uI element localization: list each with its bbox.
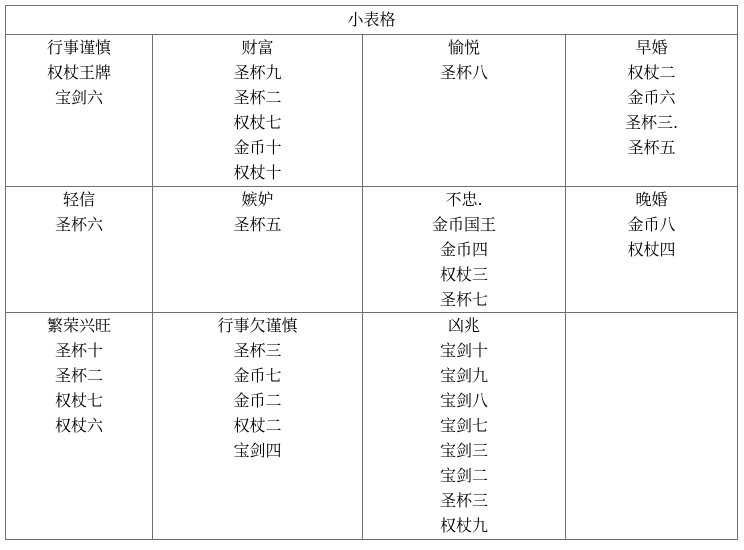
cell-heading: 愉悦 xyxy=(447,38,480,57)
table-row xyxy=(6,313,738,540)
card-item: 权杖四 xyxy=(627,240,676,259)
table-cell xyxy=(363,187,566,313)
cell-heading: 嫉妒 xyxy=(241,190,274,209)
card-item: 宝剑七 xyxy=(439,416,488,435)
card-item: 金币八 xyxy=(627,215,676,234)
cell-heading: 早婚 xyxy=(635,38,668,57)
card-item: 权杖七 xyxy=(233,113,282,132)
card-item: 权杖三 xyxy=(439,265,488,284)
card-item: 圣杯二 xyxy=(54,366,103,385)
card-item: 圣杯五 xyxy=(627,138,676,157)
cell-content xyxy=(6,35,152,110)
cell-heading: 行事欠谨慎 xyxy=(217,316,298,335)
table-cell xyxy=(6,313,153,540)
card-item: 金币二 xyxy=(233,391,282,410)
card-item: 权杖十 xyxy=(233,163,282,182)
table-title: 小表格 xyxy=(6,6,738,35)
cell-heading: 繁荣兴旺 xyxy=(46,316,111,335)
table-cell xyxy=(6,187,153,313)
card-item: 权杖王牌 xyxy=(46,63,111,82)
card-item: 金币六 xyxy=(627,88,676,107)
tarot-table-body xyxy=(6,6,738,540)
card-item: 圣杯八 xyxy=(439,63,488,82)
cell-content xyxy=(363,313,565,538)
card-item: 宝剑十 xyxy=(439,341,488,360)
cell-heading: 轻信 xyxy=(62,190,95,209)
table-cell xyxy=(363,313,566,540)
cell-content xyxy=(566,35,737,160)
cell-content xyxy=(153,187,362,237)
table-cell xyxy=(363,35,566,187)
card-item: 圣杯六 xyxy=(54,215,103,234)
table-cell xyxy=(153,35,363,187)
card-item: 权杖二 xyxy=(627,63,676,82)
card-item: 权杖六 xyxy=(54,416,103,435)
card-item: 权杖七 xyxy=(54,391,103,410)
table-cell xyxy=(6,35,153,187)
cell-content xyxy=(363,187,565,312)
card-item: 圣杯三. xyxy=(624,113,679,132)
card-item: 圣杯十 xyxy=(54,341,103,360)
card-item: 圣杯九 xyxy=(233,63,282,82)
card-item: 圣杯五 xyxy=(233,215,282,234)
cell-heading: 行事谨慎 xyxy=(46,38,111,57)
card-item: 宝剑三 xyxy=(439,441,488,460)
table-cell xyxy=(566,35,738,187)
card-item: 宝剑九 xyxy=(439,366,488,385)
card-item: 圣杯三 xyxy=(233,341,282,360)
card-item: 宝剑四 xyxy=(233,441,282,460)
cell-content xyxy=(6,187,152,237)
cell-heading: 不忠. xyxy=(445,190,483,209)
title-row xyxy=(6,6,738,35)
card-item: 宝剑二 xyxy=(439,466,488,485)
card-item: 金币四 xyxy=(439,240,488,259)
cell-content xyxy=(566,187,737,262)
cell-content xyxy=(6,313,152,438)
cell-heading: 财富 xyxy=(241,38,274,57)
cell-heading: 晚婚 xyxy=(635,190,668,209)
table-cell xyxy=(566,313,738,540)
card-item: 权杖二 xyxy=(233,416,282,435)
cell-content xyxy=(153,35,362,185)
table-row xyxy=(6,187,738,313)
card-item: 圣杯七 xyxy=(439,290,488,309)
card-item: 圣杯二 xyxy=(233,88,282,107)
card-item: 圣杯三 xyxy=(439,491,488,510)
card-item: 金币十 xyxy=(233,138,282,157)
card-item: 权杖九 xyxy=(439,516,488,535)
card-item: 金币国王 xyxy=(431,215,496,234)
table-cell xyxy=(566,187,738,313)
cell-content xyxy=(153,313,362,463)
table-cell xyxy=(153,187,363,313)
table-cell xyxy=(153,313,363,540)
cell-heading: 凶兆 xyxy=(447,316,480,335)
card-item: 宝剑八 xyxy=(439,391,488,410)
card-item: 宝剑六 xyxy=(54,88,103,107)
tarot-table xyxy=(5,5,738,540)
table-row xyxy=(6,35,738,187)
card-item: 金币七 xyxy=(233,366,282,385)
cell-content xyxy=(363,35,565,85)
